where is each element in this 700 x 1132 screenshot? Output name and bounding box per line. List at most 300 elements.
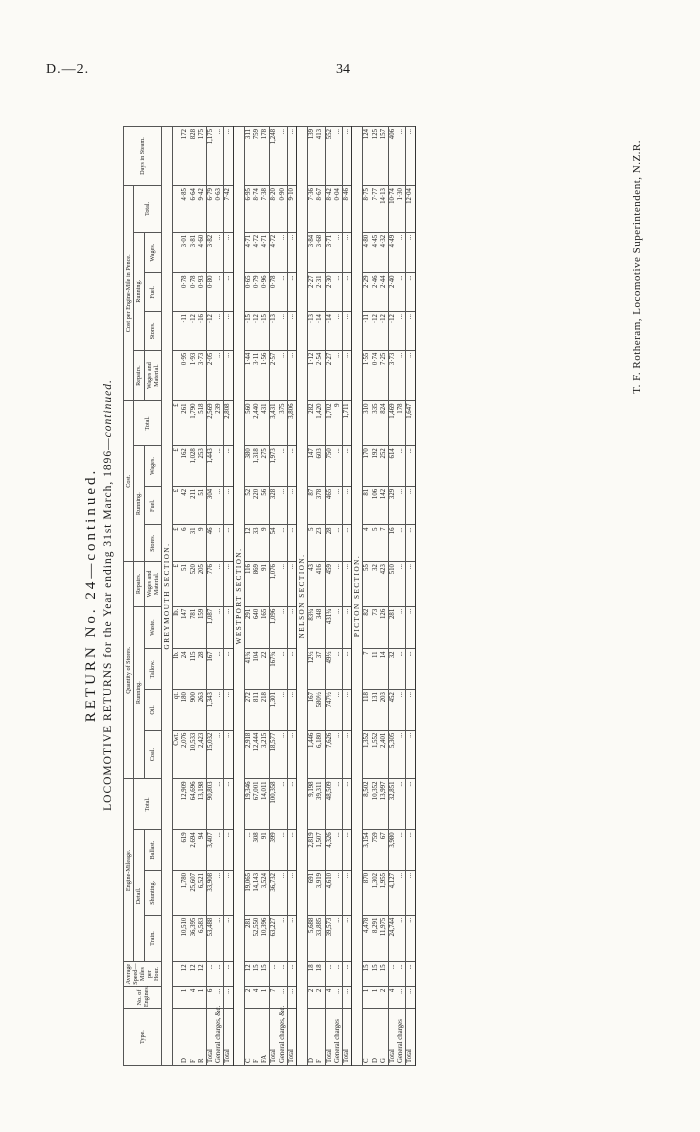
hdr-stores-repairs: Repairs. (134, 562, 145, 607)
table-cell: 91 (261, 830, 270, 871)
table-cell: ... (334, 870, 343, 915)
table-cell: 272 (244, 690, 253, 731)
table-cell: 162 (181, 446, 189, 487)
table-cell: 7 (270, 986, 279, 1008)
table-cell: 380 (244, 446, 253, 487)
table-cell: ... (279, 962, 288, 986)
table-cell: 328 (270, 486, 279, 525)
table-cell: ... (279, 127, 288, 186)
table-cell: ... (397, 232, 406, 273)
hdr-detail: Detail. (134, 830, 145, 962)
table-cell: 1,301 (270, 690, 279, 731)
table-cell: ... (406, 779, 415, 830)
table-cell: 4·80 (363, 232, 372, 273)
table-cell: ... (224, 525, 233, 562)
row-label: F (190, 1009, 198, 1066)
table-cell: 36,395 (190, 915, 198, 962)
table-cell: 5,688 (308, 915, 317, 962)
table-cell: ... (287, 486, 296, 525)
table-cell: ... (334, 730, 343, 779)
table-cell: 24,744 (389, 915, 398, 962)
table-cell: ... (343, 779, 352, 830)
table-cell: ... (343, 562, 352, 607)
table-cell: 31 (190, 525, 198, 562)
table-cell: 1,028 (190, 446, 198, 487)
table-cell: 43 (308, 562, 317, 607)
table-cell: ... (215, 690, 224, 731)
table-cell: 10,533 (190, 730, 198, 779)
subtitle-text: LOCOMOTIVE RETURNS for the Year ending 31st March, 1896— (102, 437, 114, 811)
table-row (380, 127, 389, 1066)
col-pence-fuel: Fuel. (144, 273, 162, 312)
table-cell: ... (397, 606, 406, 649)
table-cell: 48,509 (325, 779, 334, 830)
table-cell: 1,647 (406, 401, 415, 446)
table-cell: ... (397, 986, 406, 1008)
table-cell: 41¾ (244, 649, 253, 690)
table-row (190, 127, 198, 1066)
table-cell: ... (224, 312, 233, 351)
unit-cell: £ (173, 525, 182, 562)
table-cell: 1,420 (316, 401, 325, 446)
unit-cell: £ (173, 446, 182, 487)
table-cell: ... (334, 486, 343, 525)
table-cell: 167¾ (270, 649, 279, 690)
table-cell: 33 (253, 525, 261, 562)
table-row (372, 127, 380, 1066)
table-cell: 8·46 (343, 186, 352, 233)
section-title: GREYMOUTH SECTION. (162, 127, 173, 1066)
section-title: NELSON SECTION. (297, 127, 308, 1066)
col-cost-stores: Stores. (144, 525, 162, 562)
table-cell: 54 (270, 525, 279, 562)
table-cell: 172 (181, 127, 189, 186)
table-cell: 0·96 (261, 273, 270, 312)
table-cell: ... (215, 870, 224, 915)
table-cell: ... (397, 127, 406, 186)
row-label: Total (343, 1009, 352, 1066)
table-cell: 15 (363, 962, 372, 986)
table-cell: ... (406, 962, 415, 986)
table-cell: 7 (363, 649, 372, 690)
table-cell: ... (224, 870, 233, 915)
table-cell: 311 (244, 127, 253, 186)
table-cell: 4·49 (389, 232, 398, 273)
table-row (363, 127, 372, 1066)
table-cell: 32,851 (389, 779, 398, 830)
table-cell: ... (224, 127, 233, 186)
table-cell: 0·79 (253, 273, 261, 312)
table-cell: 39,573 (325, 915, 334, 962)
table-cell: 4·71 (244, 232, 253, 273)
table-cell: 7·42 (224, 186, 233, 233)
table-cell: ... (215, 830, 224, 871)
hdr-stores-running: Running. (134, 606, 145, 779)
table-cell: 399 (270, 830, 279, 871)
table-cell: 15,032 (207, 730, 216, 779)
table-cell: ... (279, 986, 288, 1008)
table-cell: 378 (316, 486, 325, 525)
table-cell: 175 (198, 127, 207, 186)
table-cell: 304 (207, 486, 216, 525)
unit-cell: lb. (173, 649, 182, 690)
row-label: Total (270, 1009, 279, 1066)
table-cell: 3,431 (270, 401, 279, 446)
table-cell: ... (334, 273, 343, 312)
table-cell: 1,175 (207, 127, 216, 186)
grand-total-row (406, 127, 415, 1066)
table-cell: 2·27 (308, 273, 317, 312)
table-cell: 2·46 (372, 273, 380, 312)
subtitle-continued: continued. (102, 379, 114, 438)
table-cell: ... (343, 870, 352, 915)
table-cell: 12½ (308, 649, 317, 690)
table-cell: ... (279, 690, 288, 731)
table-cell: 1,076 (270, 562, 279, 607)
table-cell: 0·80 (207, 273, 216, 312)
col-stores-wages-material: Wages and Material. (144, 562, 162, 607)
table-cell: 0·90 (279, 186, 288, 233)
table-cell: ... (397, 690, 406, 731)
unit-cell (173, 962, 182, 986)
table-cell: ... (244, 830, 253, 871)
table-cell: ... (287, 986, 296, 1008)
table-cell: 4 (325, 986, 334, 1008)
table-cell: 67,001 (253, 779, 261, 830)
table-cell: ... (397, 779, 406, 830)
general-charges-row (279, 127, 288, 1066)
unit-cell (173, 915, 182, 962)
hdr-cost: Cost. (124, 401, 134, 562)
table-cell: 3·73 (389, 350, 398, 401)
table-cell: 8·67 (316, 186, 325, 233)
table-cell: 1,096 (270, 606, 279, 649)
table-cell: 348 (316, 606, 325, 649)
table-cell: ... (287, 606, 296, 649)
table-cell: 159 (198, 606, 207, 649)
col-engines: No. of Engines. (124, 986, 162, 1008)
table-cell: 52 (244, 486, 253, 525)
table-cell: ... (325, 962, 334, 986)
table-cell: ... (279, 446, 288, 487)
table-cell: 1,955 (380, 870, 389, 915)
table-cell: 19,346 (244, 779, 253, 830)
table-cell: 1,352 (363, 730, 372, 779)
table-cell: 691 (308, 870, 317, 915)
table-cell: ... (224, 273, 233, 312)
table-cell: 12 (190, 962, 198, 986)
table-cell: ... (270, 962, 279, 986)
table-cell: 811 (253, 690, 261, 731)
table-cell: ... (334, 562, 343, 607)
table-cell: 118 (363, 690, 372, 731)
table-cell: 7,626 (325, 730, 334, 779)
table-cell: 1,469 (389, 401, 398, 446)
row-label: D (372, 1009, 380, 1066)
table-cell: 1,780 (181, 870, 189, 915)
table-cell: ... (406, 830, 415, 871)
table-cell: 0·04 (334, 186, 343, 233)
row-label: C (363, 1009, 372, 1066)
table-cell: 147 (308, 446, 317, 487)
table-cell: ... (215, 486, 224, 525)
table-cell: 81 (363, 486, 372, 525)
table-cell: 465 (325, 486, 334, 525)
table-cell: 157 (380, 127, 389, 186)
table-cell: 239 (215, 401, 224, 446)
table-cell: ... (215, 350, 224, 401)
table-cell: 1·55 (363, 350, 372, 401)
table-cell: 12,909 (181, 779, 189, 830)
table-cell: 1·44 (244, 350, 253, 401)
table-cell: 750 (325, 446, 334, 487)
table-cell: ... (215, 986, 224, 1008)
total-row (207, 127, 216, 1066)
page-id: D.—2. (46, 62, 90, 77)
table-cell: 1,343 (207, 690, 216, 731)
total-row (325, 127, 334, 1066)
table-cell: 126 (380, 606, 389, 649)
col-cost-total: Total. (134, 401, 162, 446)
section-header (297, 127, 308, 1066)
table-cell: ... (406, 446, 415, 487)
table-cell: 4·72 (270, 232, 279, 273)
table-cell: 18 (308, 962, 317, 986)
table-cell: 9,198 (308, 779, 317, 830)
table-cell: ... (343, 350, 352, 401)
table-cell: ... (287, 232, 296, 273)
hdr-engine-mileage: Engine-Mileage. (124, 779, 134, 962)
table-cell: 7·77 (372, 186, 380, 233)
table-cell: 178 (397, 401, 406, 446)
table-cell: 9·10 (287, 186, 296, 233)
table-body (162, 127, 416, 1066)
table-cell: ... (207, 962, 216, 986)
table-cell: ... (334, 986, 343, 1008)
row-label: R (198, 1009, 207, 1066)
table-cell: ... (287, 730, 296, 779)
table-cell: 18 (316, 962, 325, 986)
table-cell: ·16 (198, 312, 207, 351)
table-cell: 4,326 (325, 830, 334, 871)
table-cell: 3·82 (207, 232, 216, 273)
row-label: Total (287, 1009, 296, 1066)
table-cell: ... (334, 690, 343, 731)
table-cell: ... (406, 232, 415, 273)
table-cell: 28 (325, 525, 334, 562)
table-cell: 142 (380, 486, 389, 525)
table-cell: ... (406, 870, 415, 915)
table-cell: 7·38 (261, 186, 270, 233)
table-cell: 2,918 (244, 730, 253, 779)
table-cell: 452 (389, 690, 398, 731)
table-cell: ... (343, 312, 352, 351)
table-cell: 8·74 (253, 186, 261, 233)
table-cell: 23 (316, 525, 325, 562)
table-cell: ... (343, 606, 352, 649)
table-cell: 1 (198, 986, 207, 1008)
table-cell: ... (279, 562, 288, 607)
table-cell: 5,305 (389, 730, 398, 779)
table-cell: ... (343, 986, 352, 1008)
hdr-cost-running: Running. (134, 446, 145, 562)
table-cell: 308 (253, 830, 261, 871)
table-cell: ... (397, 312, 406, 351)
table-cell: 4·45 (372, 232, 380, 273)
table-cell: ... (224, 830, 233, 871)
col-pence-wages: Wages. (144, 232, 162, 273)
table-cell: ... (334, 915, 343, 962)
table-cell: 4 (363, 525, 372, 562)
table-cell: 83¾ (308, 606, 317, 649)
table-cell: 6 (181, 525, 189, 562)
table-cell: ·12 (380, 312, 389, 351)
table-cell: 4·85 (181, 186, 189, 233)
table-cell: ... (279, 779, 288, 830)
table-cell: ... (279, 730, 288, 779)
table-cell: ... (397, 649, 406, 690)
table-cell: ... (397, 562, 406, 607)
table-cell: 4·71 (261, 232, 270, 273)
hdr-cost-per-mile: Cost per Engine-Mile in Pence. (124, 186, 134, 401)
col-mileage-total: Total. (134, 779, 162, 830)
table-cell: 90,803 (207, 779, 216, 830)
table-cell: ... (215, 562, 224, 607)
table-cell: 91 (261, 562, 270, 607)
unit-cell (173, 127, 182, 186)
table-cell: 18,577 (270, 730, 279, 779)
table-cell: ·13 (270, 312, 279, 351)
row-label: Total (406, 1009, 415, 1066)
table-cell: ... (215, 730, 224, 779)
table-cell: ... (279, 486, 288, 525)
table-cell: 1,702 (325, 401, 334, 446)
table-cell: ... (406, 486, 415, 525)
table-cell: 459 (325, 562, 334, 607)
table-cell: ... (224, 915, 233, 962)
table-cell: 2,440 (253, 401, 261, 446)
table-cell: ... (343, 486, 352, 525)
table-cell: ... (287, 830, 296, 871)
table-cell: 1·12 (308, 350, 317, 401)
col-type: Type. (124, 1009, 162, 1066)
table-cell: 3,806 (287, 401, 296, 446)
table-cell: 9·42 (198, 186, 207, 233)
table-cell: 9 (334, 401, 343, 446)
table-cell: 0·74 (372, 350, 380, 401)
unit-cell (173, 350, 182, 401)
unit-cell (173, 830, 182, 871)
table-cell: 147 (181, 606, 189, 649)
table-cell: ... (343, 273, 352, 312)
table-cell: 1,790 (190, 401, 198, 446)
table-cell: ... (215, 232, 224, 273)
grand-total-row (287, 127, 296, 1066)
table-cell: 416 (316, 562, 325, 607)
table-cell: ... (334, 779, 343, 830)
table-cell: ... (215, 606, 224, 649)
table-cell: ... (406, 127, 415, 186)
table-cell: 218 (261, 690, 270, 731)
table-cell: 13,198 (198, 779, 207, 830)
table-cell: 180 (181, 690, 189, 731)
table-cell: ... (224, 779, 233, 830)
table-cell: 2·44 (380, 273, 389, 312)
table-cell: 46 (207, 525, 216, 562)
table-cell: 15 (380, 962, 389, 986)
table-cell: 2,076 (181, 730, 189, 779)
table-cell: ... (406, 312, 415, 351)
table-cell: ... (343, 525, 352, 562)
table-cell: 0·93 (198, 273, 207, 312)
table-cell: 12 (198, 962, 207, 986)
col-waste: Waste. (144, 606, 162, 649)
table-cell: 67 (380, 830, 389, 871)
table-cell: ... (406, 649, 415, 690)
col-train: Train. (144, 915, 162, 962)
table-cell: 1,318 (253, 446, 261, 487)
table-cell: ... (224, 962, 233, 986)
table-cell: 2,819 (308, 830, 317, 871)
table-cell: 10,352 (372, 779, 380, 830)
table-cell: ... (215, 446, 224, 487)
unit-cell (173, 1009, 182, 1066)
col-cost-fuel: Fuel. (144, 486, 162, 525)
table-cell: 281 (389, 606, 398, 649)
table-cell: 291 (244, 606, 253, 649)
table-cell: 6 (207, 986, 216, 1008)
col-ballast: Ballast. (144, 830, 162, 871)
table-cell: 14,011 (261, 779, 270, 830)
table-cell: 9 (198, 525, 207, 562)
hdr-quantity-of-stores: Quantity of Stores. (124, 562, 134, 779)
table-cell: 3,407 (207, 830, 216, 871)
table-cell: 167 (308, 690, 317, 731)
table-cell: 0·63 (215, 186, 224, 233)
table-row (316, 127, 325, 1066)
unit-cell (173, 186, 182, 233)
table-cell: 94 (198, 830, 207, 871)
table-cell: ... (287, 870, 296, 915)
table-cell: ... (279, 649, 288, 690)
table-cell: 8·42 (325, 186, 334, 233)
table-cell: 431 (261, 401, 270, 446)
unit-cell (173, 779, 182, 830)
table-cell: ... (287, 562, 296, 607)
table-cell: 51 (181, 562, 189, 607)
table-cell: 1,443 (207, 446, 216, 487)
table-cell: 510 (389, 562, 398, 607)
total-row (389, 127, 398, 1066)
table-cell: 10·74 (389, 186, 398, 233)
table-cell: 580½ (316, 690, 325, 731)
table-cell: 39,311 (316, 779, 325, 830)
general-charges-row (334, 127, 343, 1066)
table-cell: ... (215, 962, 224, 986)
table-cell: 36,732 (270, 870, 279, 915)
table-cell: ... (279, 232, 288, 273)
signature: T. F. Rotheram, Locomotive Superintendent, N.Z.R. (631, 140, 643, 394)
table-cell: ... (397, 870, 406, 915)
table-cell: 3,524 (261, 870, 270, 915)
unit-cell: qt. (173, 690, 182, 731)
table-cell: 252 (380, 446, 389, 487)
table-cell: 1,973 (270, 446, 279, 487)
unit-cell: £ (173, 401, 182, 446)
table-cell: 64,696 (190, 779, 198, 830)
table-cell: ... (224, 690, 233, 731)
row-label: Total (207, 1009, 216, 1066)
